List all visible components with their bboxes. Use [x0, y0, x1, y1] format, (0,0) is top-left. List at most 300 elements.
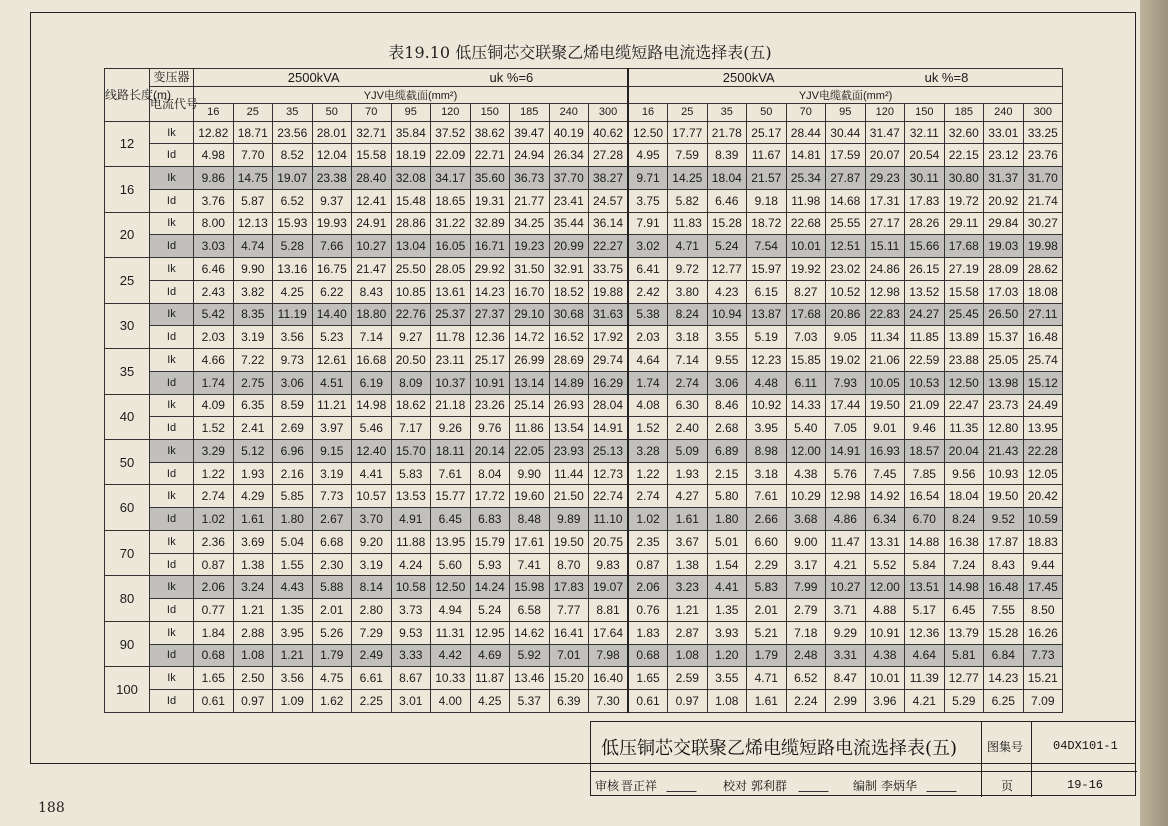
value-cell: 6.11 — [786, 371, 826, 394]
value-cell: 20.07 — [865, 144, 905, 167]
value-cell: 15.85 — [786, 349, 826, 372]
value-cell: 30.11 — [905, 167, 945, 190]
value-cell: 2.29 — [747, 553, 787, 576]
current-code-cell: Ik — [150, 212, 194, 235]
group-1-kva-label: 2500kVA — [287, 69, 340, 85]
check-label: 校对 — [723, 779, 748, 793]
line-length-cell: 20 — [105, 212, 150, 257]
value-cell: 2.25 — [352, 690, 392, 713]
value-cell: 23.73 — [984, 394, 1024, 417]
value-cell: 32.89 — [470, 212, 510, 235]
value-cell: 13.14 — [510, 371, 550, 394]
value-cell: 4.64 — [628, 349, 668, 372]
checker-signature — [798, 777, 833, 792]
value-cell: 24.27 — [905, 303, 945, 326]
value-cell: 1.93 — [233, 462, 273, 485]
line-length-cell: 12 — [105, 121, 150, 166]
value-cell: 4.41 — [352, 462, 392, 485]
value-cell: 5.29 — [944, 690, 984, 713]
value-cell: 7.41 — [510, 553, 550, 576]
value-cell: 15.11 — [865, 235, 905, 258]
value-cell: 26.99 — [510, 349, 550, 372]
value-cell: 4.24 — [391, 553, 431, 576]
value-cell: 10.58 — [391, 576, 431, 599]
value-cell: 3.93 — [707, 621, 747, 644]
line-length-cell: 30 — [105, 303, 150, 348]
section-header-cell: 300 — [589, 104, 629, 122]
value-cell: 19.02 — [826, 349, 866, 372]
value-cell: 26.34 — [549, 144, 589, 167]
value-cell: 0.97 — [233, 690, 273, 713]
value-cell: 9.76 — [470, 417, 510, 440]
transformer-header: 变压器 — [150, 69, 194, 87]
table-row — [105, 167, 1063, 190]
value-cell: 1.80 — [273, 508, 313, 531]
value-cell: 9.27 — [391, 326, 431, 349]
value-cell: 8.04 — [470, 462, 510, 485]
value-cell: 14.72 — [510, 326, 550, 349]
table-row — [105, 235, 1063, 258]
value-cell: 7.61 — [431, 462, 471, 485]
value-cell: 26.15 — [905, 258, 945, 281]
value-cell: 13.79 — [944, 621, 984, 644]
atlas-number: 04DX101-1 — [1053, 739, 1118, 753]
value-cell: 30.44 — [826, 121, 866, 144]
value-cell: 15.66 — [905, 235, 945, 258]
value-cell: 24.86 — [865, 258, 905, 281]
value-cell: 15.28 — [707, 212, 747, 235]
value-cell: 10.27 — [826, 576, 866, 599]
group-2-kva-label: 2500kVA — [722, 69, 775, 85]
value-cell: 6.52 — [786, 667, 826, 690]
current-code-cell: Id — [150, 280, 194, 303]
value-cell: 2.74 — [668, 371, 708, 394]
value-cell: 25.74 — [1023, 349, 1063, 372]
table-row — [105, 462, 1063, 485]
value-cell: 7.05 — [826, 417, 866, 440]
value-cell: 14.98 — [944, 576, 984, 599]
value-cell: 3.19 — [352, 553, 392, 576]
value-cell: 14.40 — [312, 303, 352, 326]
value-cell: 25.14 — [510, 394, 550, 417]
value-cell: 2.68 — [707, 417, 747, 440]
value-cell: 14.75 — [233, 167, 273, 190]
value-cell: 22.68 — [786, 212, 826, 235]
value-cell: 2.59 — [668, 667, 708, 690]
group-2-section-label: YJV电缆截面(mm²) — [628, 86, 1063, 104]
current-code-header: 电流代号 — [150, 86, 194, 121]
value-cell: 6.68 — [312, 530, 352, 553]
value-cell: 16.71 — [470, 235, 510, 258]
page-ref: 19-16 — [1067, 778, 1104, 792]
value-cell: 5.28 — [273, 235, 313, 258]
value-cell: 15.58 — [352, 144, 392, 167]
value-cell: 11.78 — [431, 326, 471, 349]
current-code-cell: Id — [150, 690, 194, 713]
value-cell: 10.01 — [865, 667, 905, 690]
value-cell: 5.76 — [826, 462, 866, 485]
value-cell: 10.37 — [431, 371, 471, 394]
review-label: 审核 — [595, 779, 620, 793]
value-cell: 15.98 — [510, 576, 550, 599]
value-cell: 3.28 — [628, 439, 668, 462]
value-cell: 7.98 — [589, 644, 629, 667]
value-cell: 17.77 — [668, 121, 708, 144]
value-cell: 32.71 — [352, 121, 392, 144]
value-cell: 4.00 — [431, 690, 471, 713]
value-cell: 7.61 — [747, 485, 787, 508]
value-cell: 4.88 — [865, 599, 905, 622]
value-cell: 7.85 — [905, 462, 945, 485]
value-cell: 3.17 — [786, 553, 826, 576]
value-cell: 21.74 — [1023, 189, 1063, 212]
short-circuit-current-table — [104, 68, 1063, 713]
value-cell: 12.80 — [984, 417, 1024, 440]
designer-name: 李炳华 — [881, 779, 918, 793]
value-cell: 4.41 — [707, 576, 747, 599]
section-header-cell: 25 — [233, 104, 273, 122]
value-cell: 9.15 — [312, 439, 352, 462]
value-cell: 12.98 — [865, 280, 905, 303]
line-length-header: 线路长度(m) — [105, 69, 150, 122]
section-header-cell: 185 — [944, 104, 984, 122]
value-cell: 4.71 — [668, 235, 708, 258]
value-cell: 3.55 — [707, 326, 747, 349]
value-cell: 12.61 — [312, 349, 352, 372]
value-cell: 5.93 — [470, 553, 510, 576]
value-cell: 16.41 — [549, 621, 589, 644]
value-cell: 1.21 — [273, 644, 313, 667]
value-cell: 7.73 — [1023, 644, 1063, 667]
value-cell: 23.38 — [312, 167, 352, 190]
value-cell: 8.43 — [984, 553, 1024, 576]
table-row — [105, 667, 1063, 690]
value-cell: 4.21 — [905, 690, 945, 713]
value-cell: 15.37 — [984, 326, 1024, 349]
value-cell: 11.31 — [431, 621, 471, 644]
value-cell: 4.98 — [194, 144, 234, 167]
value-cell: 7.99 — [786, 576, 826, 599]
value-cell: 1.38 — [233, 553, 273, 576]
value-cell: 31.63 — [589, 303, 629, 326]
value-cell: 9.05 — [826, 326, 866, 349]
value-cell: 23.88 — [944, 349, 984, 372]
value-cell: 18.08 — [1023, 280, 1063, 303]
table-row — [105, 508, 1063, 531]
value-cell: 12.98 — [826, 485, 866, 508]
value-cell: 6.41 — [628, 258, 668, 281]
value-cell: 8.35 — [233, 303, 273, 326]
value-cell: 17.44 — [826, 394, 866, 417]
value-cell: 6.39 — [549, 690, 589, 713]
value-cell: 18.04 — [944, 485, 984, 508]
value-cell: 14.25 — [668, 167, 708, 190]
current-code-cell: Ik — [150, 121, 194, 144]
value-cell: 11.86 — [510, 417, 550, 440]
value-cell: 12.00 — [865, 576, 905, 599]
value-cell: 5.82 — [668, 189, 708, 212]
value-cell: 13.31 — [865, 530, 905, 553]
value-cell: 1.35 — [273, 599, 313, 622]
value-cell: 7.59 — [668, 144, 708, 167]
value-cell: 9.71 — [628, 167, 668, 190]
value-cell: 3.06 — [707, 371, 747, 394]
checker-name: 郭利群 — [751, 779, 788, 793]
table-row — [105, 690, 1063, 713]
value-cell: 12.95 — [470, 621, 510, 644]
value-cell: 13.54 — [549, 417, 589, 440]
table-row — [105, 553, 1063, 576]
value-cell: 39.47 — [510, 121, 550, 144]
value-cell: 4.75 — [312, 667, 352, 690]
value-cell: 3.80 — [668, 280, 708, 303]
value-cell: 3.18 — [668, 326, 708, 349]
value-cell: 6.58 — [510, 599, 550, 622]
line-length-cell: 80 — [105, 576, 150, 621]
page-binding-edge — [1140, 0, 1168, 826]
value-cell: 18.04 — [707, 167, 747, 190]
value-cell: 0.77 — [194, 599, 234, 622]
value-cell: 6.19 — [352, 371, 392, 394]
value-cell: 11.98 — [786, 189, 826, 212]
value-cell: 19.92 — [786, 258, 826, 281]
value-cell: 3.03 — [194, 235, 234, 258]
value-cell: 25.55 — [826, 212, 866, 235]
value-cell: 6.70 — [905, 508, 945, 531]
value-cell: 20.50 — [391, 349, 431, 372]
value-cell: 3.73 — [391, 599, 431, 622]
design-label: 编制 — [853, 779, 878, 793]
section-header-cell: 50 — [747, 104, 787, 122]
value-cell: 10.93 — [984, 462, 1024, 485]
value-cell: 7.03 — [786, 326, 826, 349]
value-cell: 19.31 — [470, 189, 510, 212]
value-cell: 9.20 — [352, 530, 392, 553]
value-cell: 3.82 — [233, 280, 273, 303]
value-cell: 2.36 — [194, 530, 234, 553]
value-cell: 12.50 — [628, 121, 668, 144]
value-cell: 35.44 — [549, 212, 589, 235]
group-2-kva — [628, 69, 1063, 87]
value-cell: 14.98 — [352, 394, 392, 417]
value-cell: 28.69 — [549, 349, 589, 372]
value-cell: 29.92 — [470, 258, 510, 281]
value-cell: 15.70 — [391, 439, 431, 462]
value-cell: 20.14 — [470, 439, 510, 462]
value-cell: 1.61 — [233, 508, 273, 531]
current-code-cell: Ik — [150, 258, 194, 281]
value-cell: 10.57 — [352, 485, 392, 508]
value-cell: 6.35 — [233, 394, 273, 417]
value-cell: 26.93 — [549, 394, 589, 417]
value-cell: 9.55 — [707, 349, 747, 372]
value-cell: 21.43 — [984, 439, 1024, 462]
value-cell: 18.65 — [431, 189, 471, 212]
value-cell: 16.68 — [352, 349, 392, 372]
value-cell: 5.23 — [312, 326, 352, 349]
value-cell: 25.05 — [984, 349, 1024, 372]
value-cell: 9.18 — [747, 189, 787, 212]
group-1-uk-label: uk %=6 — [489, 69, 534, 85]
group-2-uk-label: uk %=8 — [924, 69, 969, 85]
value-cell: 5.85 — [273, 485, 313, 508]
value-cell: 4.48 — [747, 371, 787, 394]
reviewer-signature — [666, 777, 701, 792]
value-cell: 4.69 — [470, 644, 510, 667]
value-cell: 22.05 — [510, 439, 550, 462]
value-cell: 1.54 — [707, 553, 747, 576]
value-cell: 12.41 — [352, 189, 392, 212]
value-cell: 8.24 — [668, 303, 708, 326]
value-cell: 17.59 — [826, 144, 866, 167]
value-cell: 12.36 — [905, 621, 945, 644]
current-code-cell: Id — [150, 189, 194, 212]
value-cell: 2.43 — [194, 280, 234, 303]
value-cell: 27.87 — [826, 167, 866, 190]
value-cell: 3.24 — [233, 576, 273, 599]
value-cell: 5.52 — [865, 553, 905, 576]
value-cell: 5.38 — [628, 303, 668, 326]
value-cell: 1.22 — [628, 462, 668, 485]
value-cell: 19.88 — [589, 280, 629, 303]
value-cell: 9.90 — [510, 462, 550, 485]
value-cell: 14.92 — [865, 485, 905, 508]
value-cell: 15.12 — [1023, 371, 1063, 394]
value-cell: 19.60 — [510, 485, 550, 508]
value-cell: 15.93 — [273, 212, 313, 235]
line-length-cell: 50 — [105, 439, 150, 484]
value-cell: 7.73 — [312, 485, 352, 508]
value-cell: 27.28 — [589, 144, 629, 167]
value-cell: 1.52 — [628, 417, 668, 440]
value-cell: 0.87 — [194, 553, 234, 576]
value-cell: 34.25 — [510, 212, 550, 235]
value-cell: 15.21 — [1023, 667, 1063, 690]
value-cell: 15.20 — [549, 667, 589, 690]
value-cell: 10.01 — [786, 235, 826, 258]
value-cell: 6.22 — [312, 280, 352, 303]
value-cell: 15.28 — [984, 621, 1024, 644]
value-cell: 30.68 — [549, 303, 589, 326]
line-length-cell: 16 — [105, 167, 150, 212]
value-cell: 22.59 — [905, 349, 945, 372]
value-cell: 4.27 — [668, 485, 708, 508]
value-cell: 20.92 — [984, 189, 1024, 212]
value-cell: 2.30 — [312, 553, 352, 576]
value-cell: 11.34 — [865, 326, 905, 349]
value-cell: 22.83 — [865, 303, 905, 326]
value-cell: 7.66 — [312, 235, 352, 258]
value-cell: 4.91 — [391, 508, 431, 531]
current-code-cell: Id — [150, 462, 194, 485]
value-cell: 2.69 — [273, 417, 313, 440]
value-cell: 15.97 — [747, 258, 787, 281]
current-code-cell: Ik — [150, 576, 194, 599]
value-cell: 6.45 — [431, 508, 471, 531]
value-cell: 8.27 — [786, 280, 826, 303]
value-cell: 2.88 — [233, 621, 273, 644]
section-header-cell: 240 — [549, 104, 589, 122]
value-cell: 21.18 — [431, 394, 471, 417]
value-cell: 6.61 — [352, 667, 392, 690]
value-cell: 10.33 — [431, 667, 471, 690]
designer-signature — [926, 777, 961, 792]
value-cell: 22.27 — [589, 235, 629, 258]
value-cell: 25.50 — [391, 258, 431, 281]
value-cell: 2.74 — [628, 485, 668, 508]
section-header-cell: 150 — [470, 104, 510, 122]
value-cell: 10.94 — [707, 303, 747, 326]
value-cell: 5.17 — [905, 599, 945, 622]
value-cell: 11.39 — [905, 667, 945, 690]
value-cell: 8.43 — [352, 280, 392, 303]
value-cell: 23.93 — [549, 439, 589, 462]
value-cell: 30.27 — [1023, 212, 1063, 235]
value-cell: 33.75 — [589, 258, 629, 281]
value-cell: 20.99 — [549, 235, 589, 258]
value-cell: 4.95 — [628, 144, 668, 167]
value-cell: 31.47 — [865, 121, 905, 144]
current-code-cell: Id — [150, 417, 194, 440]
section-header-cell: 240 — [984, 104, 1024, 122]
value-cell: 2.24 — [786, 690, 826, 713]
value-cell: 21.78 — [707, 121, 747, 144]
value-cell: 31.37 — [984, 167, 1024, 190]
value-cell: 0.97 — [668, 690, 708, 713]
value-cell: 12.00 — [786, 439, 826, 462]
value-cell: 22.47 — [944, 394, 984, 417]
value-cell: 7.18 — [786, 621, 826, 644]
line-length-cell: 40 — [105, 394, 150, 439]
value-cell: 2.15 — [707, 462, 747, 485]
value-cell: 7.70 — [233, 144, 273, 167]
value-cell: 5.09 — [668, 439, 708, 462]
section-header-row — [105, 104, 1063, 122]
value-cell: 9.73 — [273, 349, 313, 372]
value-cell: 4.09 — [194, 394, 234, 417]
value-cell: 16.29 — [589, 371, 629, 394]
table-row — [105, 371, 1063, 394]
value-cell: 3.02 — [628, 235, 668, 258]
value-cell: 14.89 — [549, 371, 589, 394]
value-cell: 6.89 — [707, 439, 747, 462]
value-cell: 21.50 — [549, 485, 589, 508]
value-cell: 37.52 — [431, 121, 471, 144]
table-row — [105, 280, 1063, 303]
value-cell: 13.16 — [273, 258, 313, 281]
value-cell: 3.29 — [194, 439, 234, 462]
current-code-cell: Id — [150, 144, 194, 167]
value-cell: 20.04 — [944, 439, 984, 462]
value-cell: 16.54 — [905, 485, 945, 508]
value-cell: 7.29 — [352, 621, 392, 644]
value-cell: 0.76 — [628, 599, 668, 622]
current-code-cell: Id — [150, 235, 194, 258]
value-cell: 4.08 — [628, 394, 668, 417]
value-cell: 9.72 — [668, 258, 708, 281]
value-cell: 10.05 — [865, 371, 905, 394]
value-cell: 2.75 — [233, 371, 273, 394]
value-cell: 6.34 — [865, 508, 905, 531]
value-cell: 25.45 — [944, 303, 984, 326]
table-row — [105, 417, 1063, 440]
value-cell: 9.83 — [589, 553, 629, 576]
value-cell: 34.17 — [431, 167, 471, 190]
value-cell: 13.89 — [944, 326, 984, 349]
value-cell: 5.92 — [510, 644, 550, 667]
section-header-cell: 95 — [391, 104, 431, 122]
value-cell: 16.52 — [549, 326, 589, 349]
